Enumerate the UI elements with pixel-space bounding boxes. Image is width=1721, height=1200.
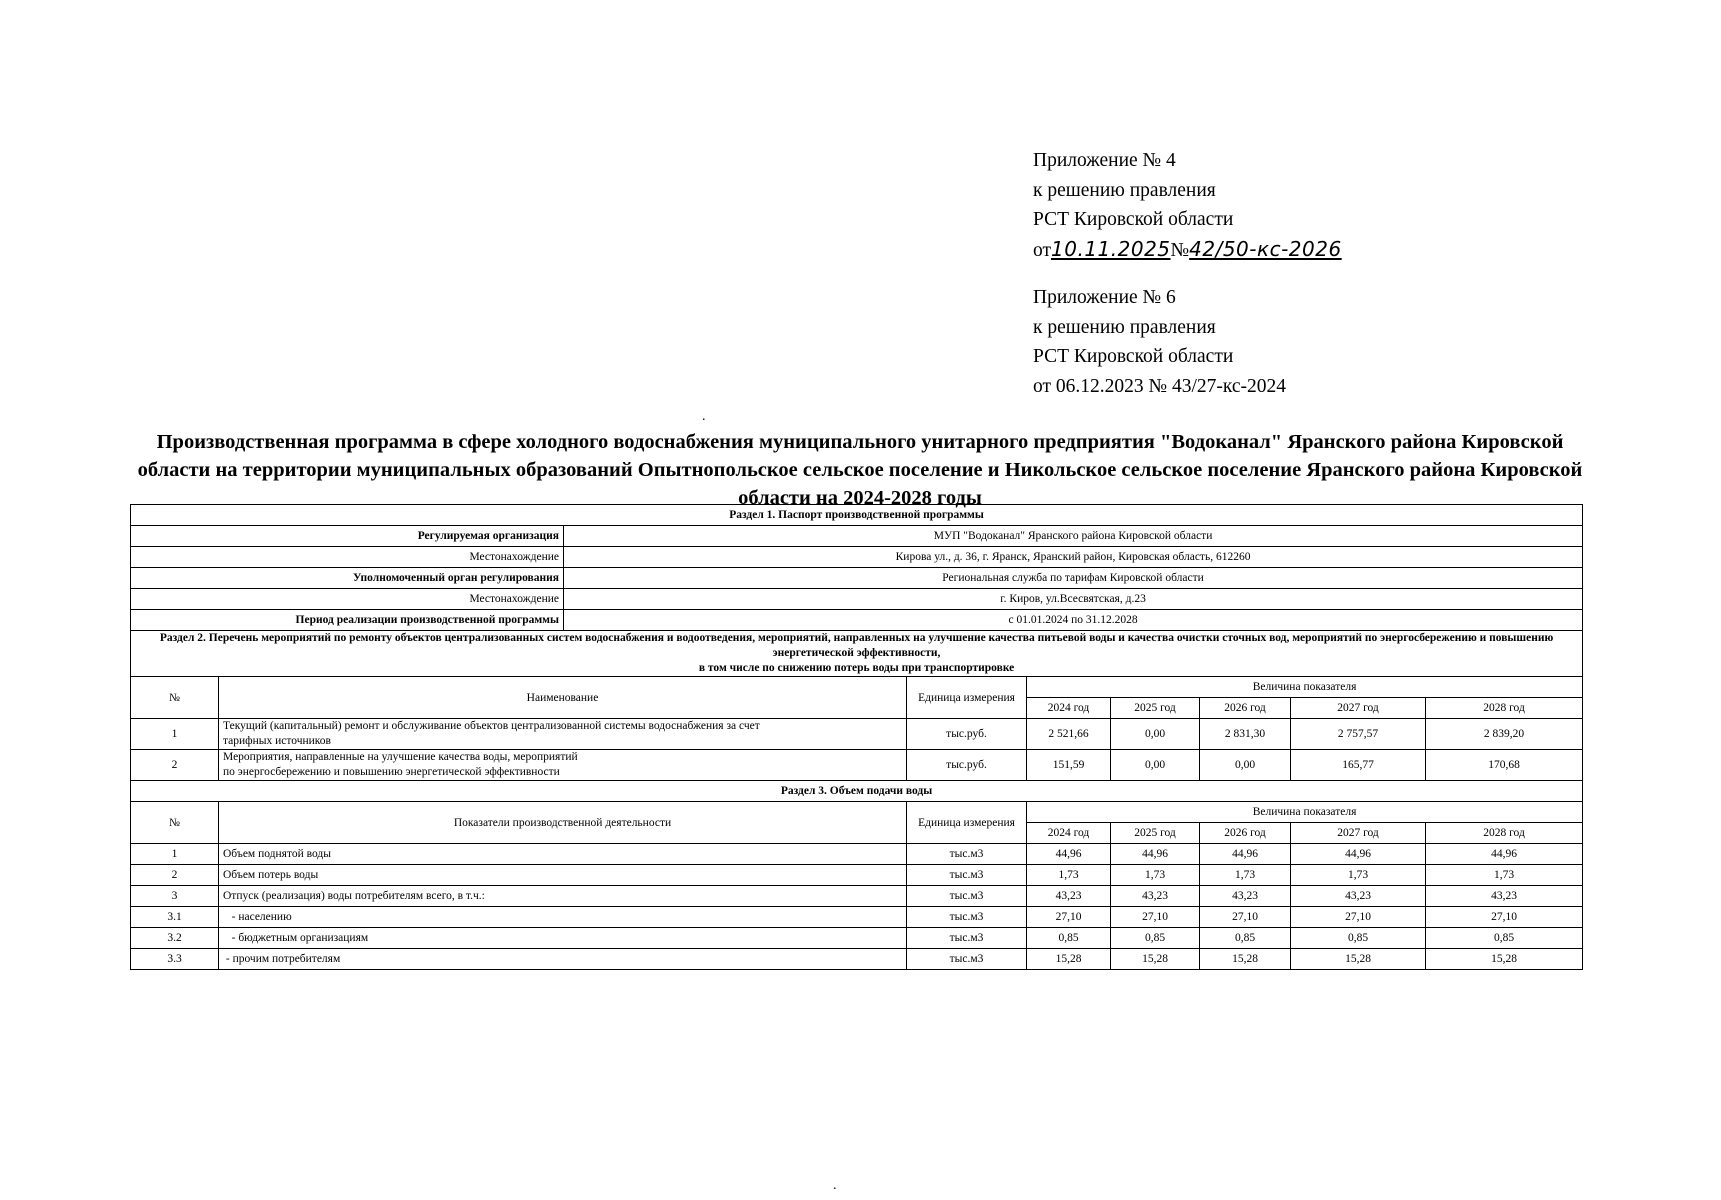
row-value: 1,73 — [1291, 865, 1426, 886]
row-value: 1,73 — [1426, 865, 1583, 886]
appendix-4-subtitle: к решению правления — [1033, 179, 1216, 201]
section-3-heading: Раздел 3. Объем подачи воды — [131, 781, 1583, 802]
appendix-6-title: Приложение № 6 — [1033, 287, 1176, 308]
row-name — [219, 750, 907, 781]
row-value: 15,28 — [1426, 949, 1583, 970]
row-name-line-1: Текущий (капитальный) ремонт и обслуживание объектов централизованной системы водоснабжения за счет — [223, 720, 760, 732]
row-value: 44,96 — [1426, 844, 1583, 865]
appendix-4-from-label: от — [1033, 239, 1052, 261]
row-name: Объем поднятой воды — [219, 844, 907, 865]
scan-dot-bottom: . — [833, 1178, 837, 1193]
row-name: Отпуск (реализация) воды потребителям всего, в т.ч.: — [219, 886, 907, 907]
year-header: 2027 год — [1291, 823, 1426, 844]
row-name-line-2: тарифных источников — [223, 735, 331, 747]
table-row — [131, 907, 1583, 928]
row-name-line-1: Мероприятия, направленные на улучшение качества воды, мероприятий — [223, 751, 578, 763]
row-value: 27,10 — [1200, 907, 1291, 928]
year-header: 2024 год — [1027, 698, 1111, 719]
row-name: - бюджетным организациям — [219, 928, 907, 949]
row-value: 15,28 — [1111, 949, 1200, 970]
row-name: Объем потерь воды — [219, 865, 907, 886]
row-number: 1 — [131, 719, 219, 750]
row-value: 15,28 — [1200, 949, 1291, 970]
scan-dot-top: . — [702, 409, 706, 424]
passport-value: с 01.01.2024 по 31.12.2028 — [564, 610, 1583, 631]
appendix-6-block — [1033, 283, 1286, 401]
row-value: 15,28 — [1027, 949, 1111, 970]
passport-row — [131, 568, 1583, 589]
section-3-header-row — [131, 802, 1583, 823]
row-value: 43,23 — [1111, 886, 1200, 907]
row-value: 2 839,20 — [1426, 719, 1583, 750]
row-number: 2 — [131, 750, 219, 781]
handwritten-number: 42/50-кс-2026 — [1189, 236, 1342, 261]
passport-label: Период реализации производственной программы — [131, 610, 564, 631]
row-value: 1,73 — [1027, 865, 1111, 886]
row-number: 3 — [131, 886, 219, 907]
year-header: 2026 год — [1200, 823, 1291, 844]
appendix-4-date-number — [1033, 235, 1342, 266]
row-name — [219, 719, 907, 750]
row-unit: тыс.руб. — [907, 750, 1027, 781]
production-program-table — [130, 504, 1583, 970]
appendix-4-block — [1033, 146, 1342, 265]
row-value: 2 831,30 — [1200, 719, 1291, 750]
row-unit: тыс.м3 — [907, 865, 1027, 886]
row-value: 1,73 — [1200, 865, 1291, 886]
row-value: 27,10 — [1027, 907, 1111, 928]
row-number: 3.1 — [131, 907, 219, 928]
section-2-header-row — [131, 677, 1583, 698]
row-number: 1 — [131, 844, 219, 865]
row-name-line-2: по энергосбережению и повышению энергетической эффективности — [223, 766, 560, 778]
section-2-heading — [131, 631, 1583, 677]
row-value: 0,85 — [1027, 928, 1111, 949]
section-2-heading-line-2: в том числе по снижению потерь воды при транспортировке — [698, 662, 1015, 674]
table-row — [131, 865, 1583, 886]
row-number: 2 — [131, 865, 219, 886]
row-value: 27,10 — [1426, 907, 1583, 928]
column-header-name: Наименование — [219, 677, 907, 719]
row-unit: тыс.м3 — [907, 886, 1027, 907]
table-row — [131, 949, 1583, 970]
column-header-unit: Единица измерения — [907, 802, 1027, 844]
column-header-value: Величина показателя — [1027, 677, 1583, 698]
year-header: 2026 год — [1200, 698, 1291, 719]
row-name: - населению — [219, 907, 907, 928]
year-header: 2027 год — [1291, 698, 1426, 719]
column-header-no: № — [131, 802, 219, 844]
passport-value: МУП "Водоканал" Яранского района Кировской области — [564, 526, 1583, 547]
table-row — [131, 844, 1583, 865]
row-unit: тыс.руб. — [907, 719, 1027, 750]
column-header-unit: Единица измерения — [907, 677, 1027, 719]
passport-value: г. Киров, ул.Всесвятская, д.23 — [564, 589, 1583, 610]
appendix-4-number-label: № — [1170, 239, 1190, 261]
row-value: 43,23 — [1027, 886, 1111, 907]
column-header-no: № — [131, 677, 219, 719]
appendix-6-subtitle: к решению правления — [1033, 316, 1216, 338]
row-value: 2 757,57 — [1291, 719, 1426, 750]
year-header: 2025 год — [1111, 823, 1200, 844]
section-3-heading-row — [131, 781, 1583, 802]
appendix-4-authority: РСТ Кировской области — [1033, 209, 1234, 230]
row-unit: тыс.м3 — [907, 949, 1027, 970]
row-value: 44,96 — [1200, 844, 1291, 865]
row-value: 27,10 — [1111, 907, 1200, 928]
table-row — [131, 886, 1583, 907]
row-value: 0,00 — [1111, 750, 1200, 781]
passport-label: Местонахождение — [131, 547, 564, 568]
row-value: 0,00 — [1111, 719, 1200, 750]
row-unit: тыс.м3 — [907, 844, 1027, 865]
year-header: 2024 год — [1027, 823, 1111, 844]
passport-label: Регулируемая организация — [131, 526, 564, 547]
row-unit: тыс.м3 — [907, 907, 1027, 928]
passport-row — [131, 589, 1583, 610]
year-header: 2025 год — [1111, 698, 1200, 719]
appendix-6-authority: РСТ Кировской области — [1033, 346, 1234, 367]
passport-value: Региональная служба по тарифам Кировской области — [564, 568, 1583, 589]
row-value: 0,85 — [1200, 928, 1291, 949]
row-value: 43,23 — [1200, 886, 1291, 907]
row-value: 165,77 — [1291, 750, 1426, 781]
row-value: 0,85 — [1111, 928, 1200, 949]
table-row — [131, 750, 1583, 781]
table-row — [131, 928, 1583, 949]
row-value: 44,96 — [1027, 844, 1111, 865]
row-value: 44,96 — [1291, 844, 1426, 865]
passport-value: Кирова ул., д. 36, г. Яранск, Яранский район, Кировская область, 612260 — [564, 547, 1583, 568]
section-2-heading-row — [131, 631, 1583, 677]
row-value: 2 521,66 — [1027, 719, 1111, 750]
row-value: 43,23 — [1291, 886, 1426, 907]
row-value: 27,10 — [1291, 907, 1426, 928]
section-2-heading-line-1: Раздел 2. Перечень мероприятий по ремонту объектов централизованных систем водоснабжения и водоотведения, мероприятий, направленных на улучшение качества питьевой воды и качества очистки сточных вод, мероприятий по энергосбережению и повышению энергетической эффективности, — [159, 632, 1554, 659]
year-header: 2028 год — [1426, 698, 1583, 719]
row-value: 1,73 — [1111, 865, 1200, 886]
year-header: 2028 год — [1426, 823, 1583, 844]
appendix-6-date-number: от 06.12.2023 № 43/27-кс-2024 — [1033, 375, 1287, 397]
row-number: 3.2 — [131, 928, 219, 949]
handwritten-date: 10.11.2025 — [1051, 236, 1171, 261]
passport-row — [131, 526, 1583, 547]
passport-row — [131, 610, 1583, 631]
row-unit: тыс.м3 — [907, 928, 1027, 949]
table-row — [131, 719, 1583, 750]
row-value: 43,23 — [1426, 886, 1583, 907]
row-name: - прочим потребителям — [219, 949, 907, 970]
row-number: 3.3 — [131, 949, 219, 970]
section-1-heading-row — [131, 505, 1583, 526]
document-title: Производственная программа в сфере холодного водоснабжения муниципального унитарного предприятия "Водоканал" Яранского района Кировской области на территории муниципальных образований Опытнопольское сельское поселение и Никольское сельское поселение Яранского района Кировской области на 2024-2028 годы — [137, 431, 1583, 509]
row-value: 0,85 — [1426, 928, 1583, 949]
row-value: 44,96 — [1111, 844, 1200, 865]
section-1-heading: Раздел 1. Паспорт производственной программы — [131, 505, 1583, 526]
row-value: 0,85 — [1291, 928, 1426, 949]
column-header-indicator: Показатели производственной деятельности — [219, 802, 907, 844]
row-value: 15,28 — [1291, 949, 1426, 970]
row-value: 151,59 — [1027, 750, 1111, 781]
passport-label: Уполномоченный орган регулирования — [131, 568, 564, 589]
appendix-4-title: Приложение № 4 — [1033, 150, 1176, 171]
row-value: 0,00 — [1200, 750, 1291, 781]
passport-row — [131, 547, 1583, 568]
column-header-value: Величина показателя — [1027, 802, 1583, 823]
passport-label: Местонахождение — [131, 589, 564, 610]
row-value: 170,68 — [1426, 750, 1583, 781]
